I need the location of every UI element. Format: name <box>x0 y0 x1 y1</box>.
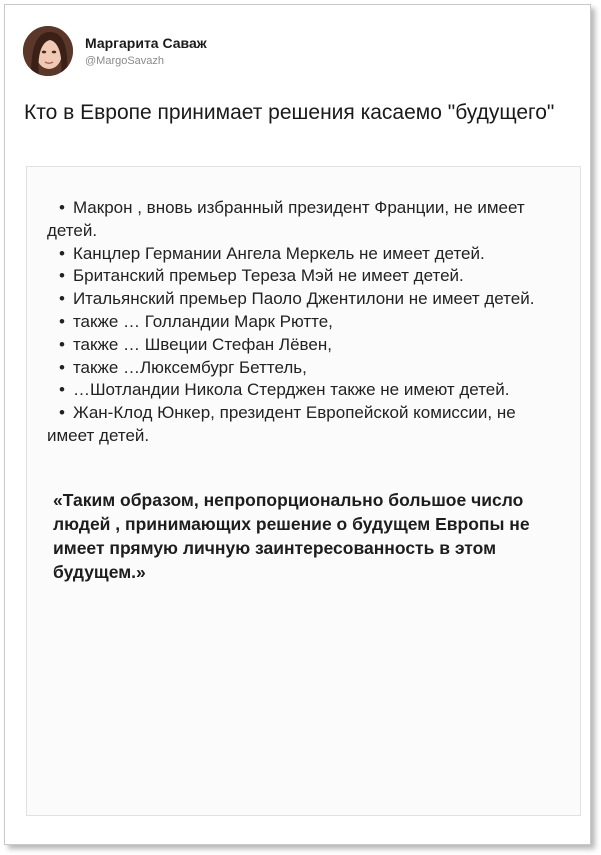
list-item-text: Жан-Клод Юнкер, президент Европейской комиссии, не имеет детей. <box>47 403 516 445</box>
bullet-icon: • <box>59 357 65 377</box>
bullet-icon: • <box>59 380 65 400</box>
bullet-icon: • <box>59 266 65 286</box>
avatar[interactable] <box>23 26 73 76</box>
author-name[interactable]: Маргарита Саваж <box>85 35 207 51</box>
tweet-header <box>23 25 207 77</box>
quote-list <box>47 197 562 448</box>
list-item <box>47 288 562 311</box>
list-item <box>47 334 562 357</box>
bullet-icon: • <box>59 334 65 354</box>
tweet-text: Кто в Европе принимает решения касаемо "будущего" <box>24 101 555 124</box>
list-item-text: Британский премьер Тереза Мэй не имеет детей. <box>72 266 464 286</box>
list-item <box>47 311 562 334</box>
list-item-text: Канцлер Германии Ангела Меркель не имеет детей. <box>72 243 485 263</box>
list-item <box>47 243 562 266</box>
list-item-text: также …Люксембург Беттель, <box>72 357 307 377</box>
bullet-icon: • <box>59 198 65 217</box>
author-handle[interactable]: @MargoSavazh <box>85 55 165 67</box>
attached-image[interactable] <box>26 166 581 816</box>
avatar-portrait-icon <box>23 26 73 76</box>
bullet-icon: • <box>59 311 65 331</box>
quote-conclusion: «Таким образом, непропорционально большое число людей , принимающих решение о будущем Европы не имеет прямую личную заинтересованность в этом будущем.» <box>53 489 530 583</box>
list-item-text: …Шотландии Никола Стерджен также не имеют детей. <box>72 380 510 400</box>
list-item-text: также … Голландии Марк Рютте, <box>72 311 333 331</box>
list-item <box>47 379 562 402</box>
list-item <box>47 357 562 380</box>
list-item-text: Макрон , вновь избранный президент Франции, не имеет детей. <box>47 198 525 240</box>
list-item <box>47 197 562 243</box>
list-item-text: также … Швеции Стефан Лёвен, <box>72 334 332 354</box>
list-item <box>47 265 562 288</box>
tweet-card <box>4 4 591 845</box>
bullet-icon: • <box>59 243 65 263</box>
bullet-icon: • <box>59 403 65 423</box>
bullet-icon: • <box>59 289 65 309</box>
list-item <box>47 402 562 448</box>
list-item-text: Итальянский премьер Паоло Джентилони не имеет детей. <box>72 289 535 309</box>
user-info <box>85 34 207 68</box>
